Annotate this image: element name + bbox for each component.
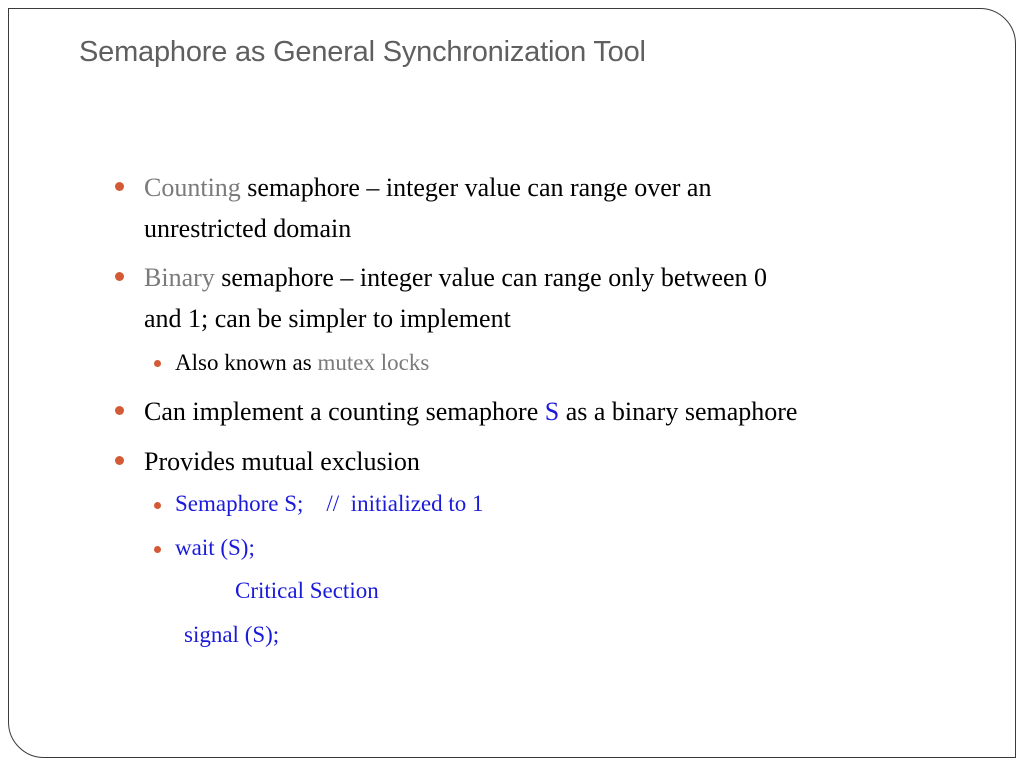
mutex-term: mutex locks <box>317 350 430 375</box>
bullet-dot <box>115 406 124 415</box>
sub-bullet-dot <box>154 360 161 367</box>
bullet-binary-line2: and 1; can be simpler to implement <box>144 304 511 333</box>
semaphore-symbol: S <box>544 397 560 426</box>
bullet-binary-line1 <box>144 257 767 298</box>
binary-term: Binary <box>144 263 215 292</box>
code-critical-section: Critical Section <box>235 578 379 603</box>
counting-definition: semaphore – integer value can range over an <box>240 173 712 202</box>
binary-definition: semaphore – integer value can range only between 0 <box>214 263 768 292</box>
bullet-dot <box>115 272 124 281</box>
bullet-dot <box>115 456 124 465</box>
bullet-implement <box>144 391 797 432</box>
bullet-counting-line2: unrestricted domain <box>144 214 352 243</box>
mutex-prefix: Also known as <box>175 350 318 375</box>
code-declaration: Semaphore S; // initialized to 1 <box>175 491 484 516</box>
code-wait: wait (S); <box>175 535 255 560</box>
bullet-dot <box>115 182 124 191</box>
slide-title: Semaphore as General Synchronization Tool <box>79 36 646 68</box>
code-signal: signal (S); <box>184 622 280 647</box>
bullet-counting-line1 <box>144 167 711 208</box>
bullet-mutual-exclusion: Provides mutual exclusion <box>144 447 420 476</box>
implement-suffix: as a binary semaphore <box>559 397 798 426</box>
implement-prefix: Can implement a counting semaphore <box>144 397 545 426</box>
counting-term: Counting <box>144 173 241 202</box>
sub-bullet-mutex <box>175 349 429 377</box>
sub-bullet-dot <box>154 546 161 553</box>
sub-bullet-dot <box>154 502 161 509</box>
